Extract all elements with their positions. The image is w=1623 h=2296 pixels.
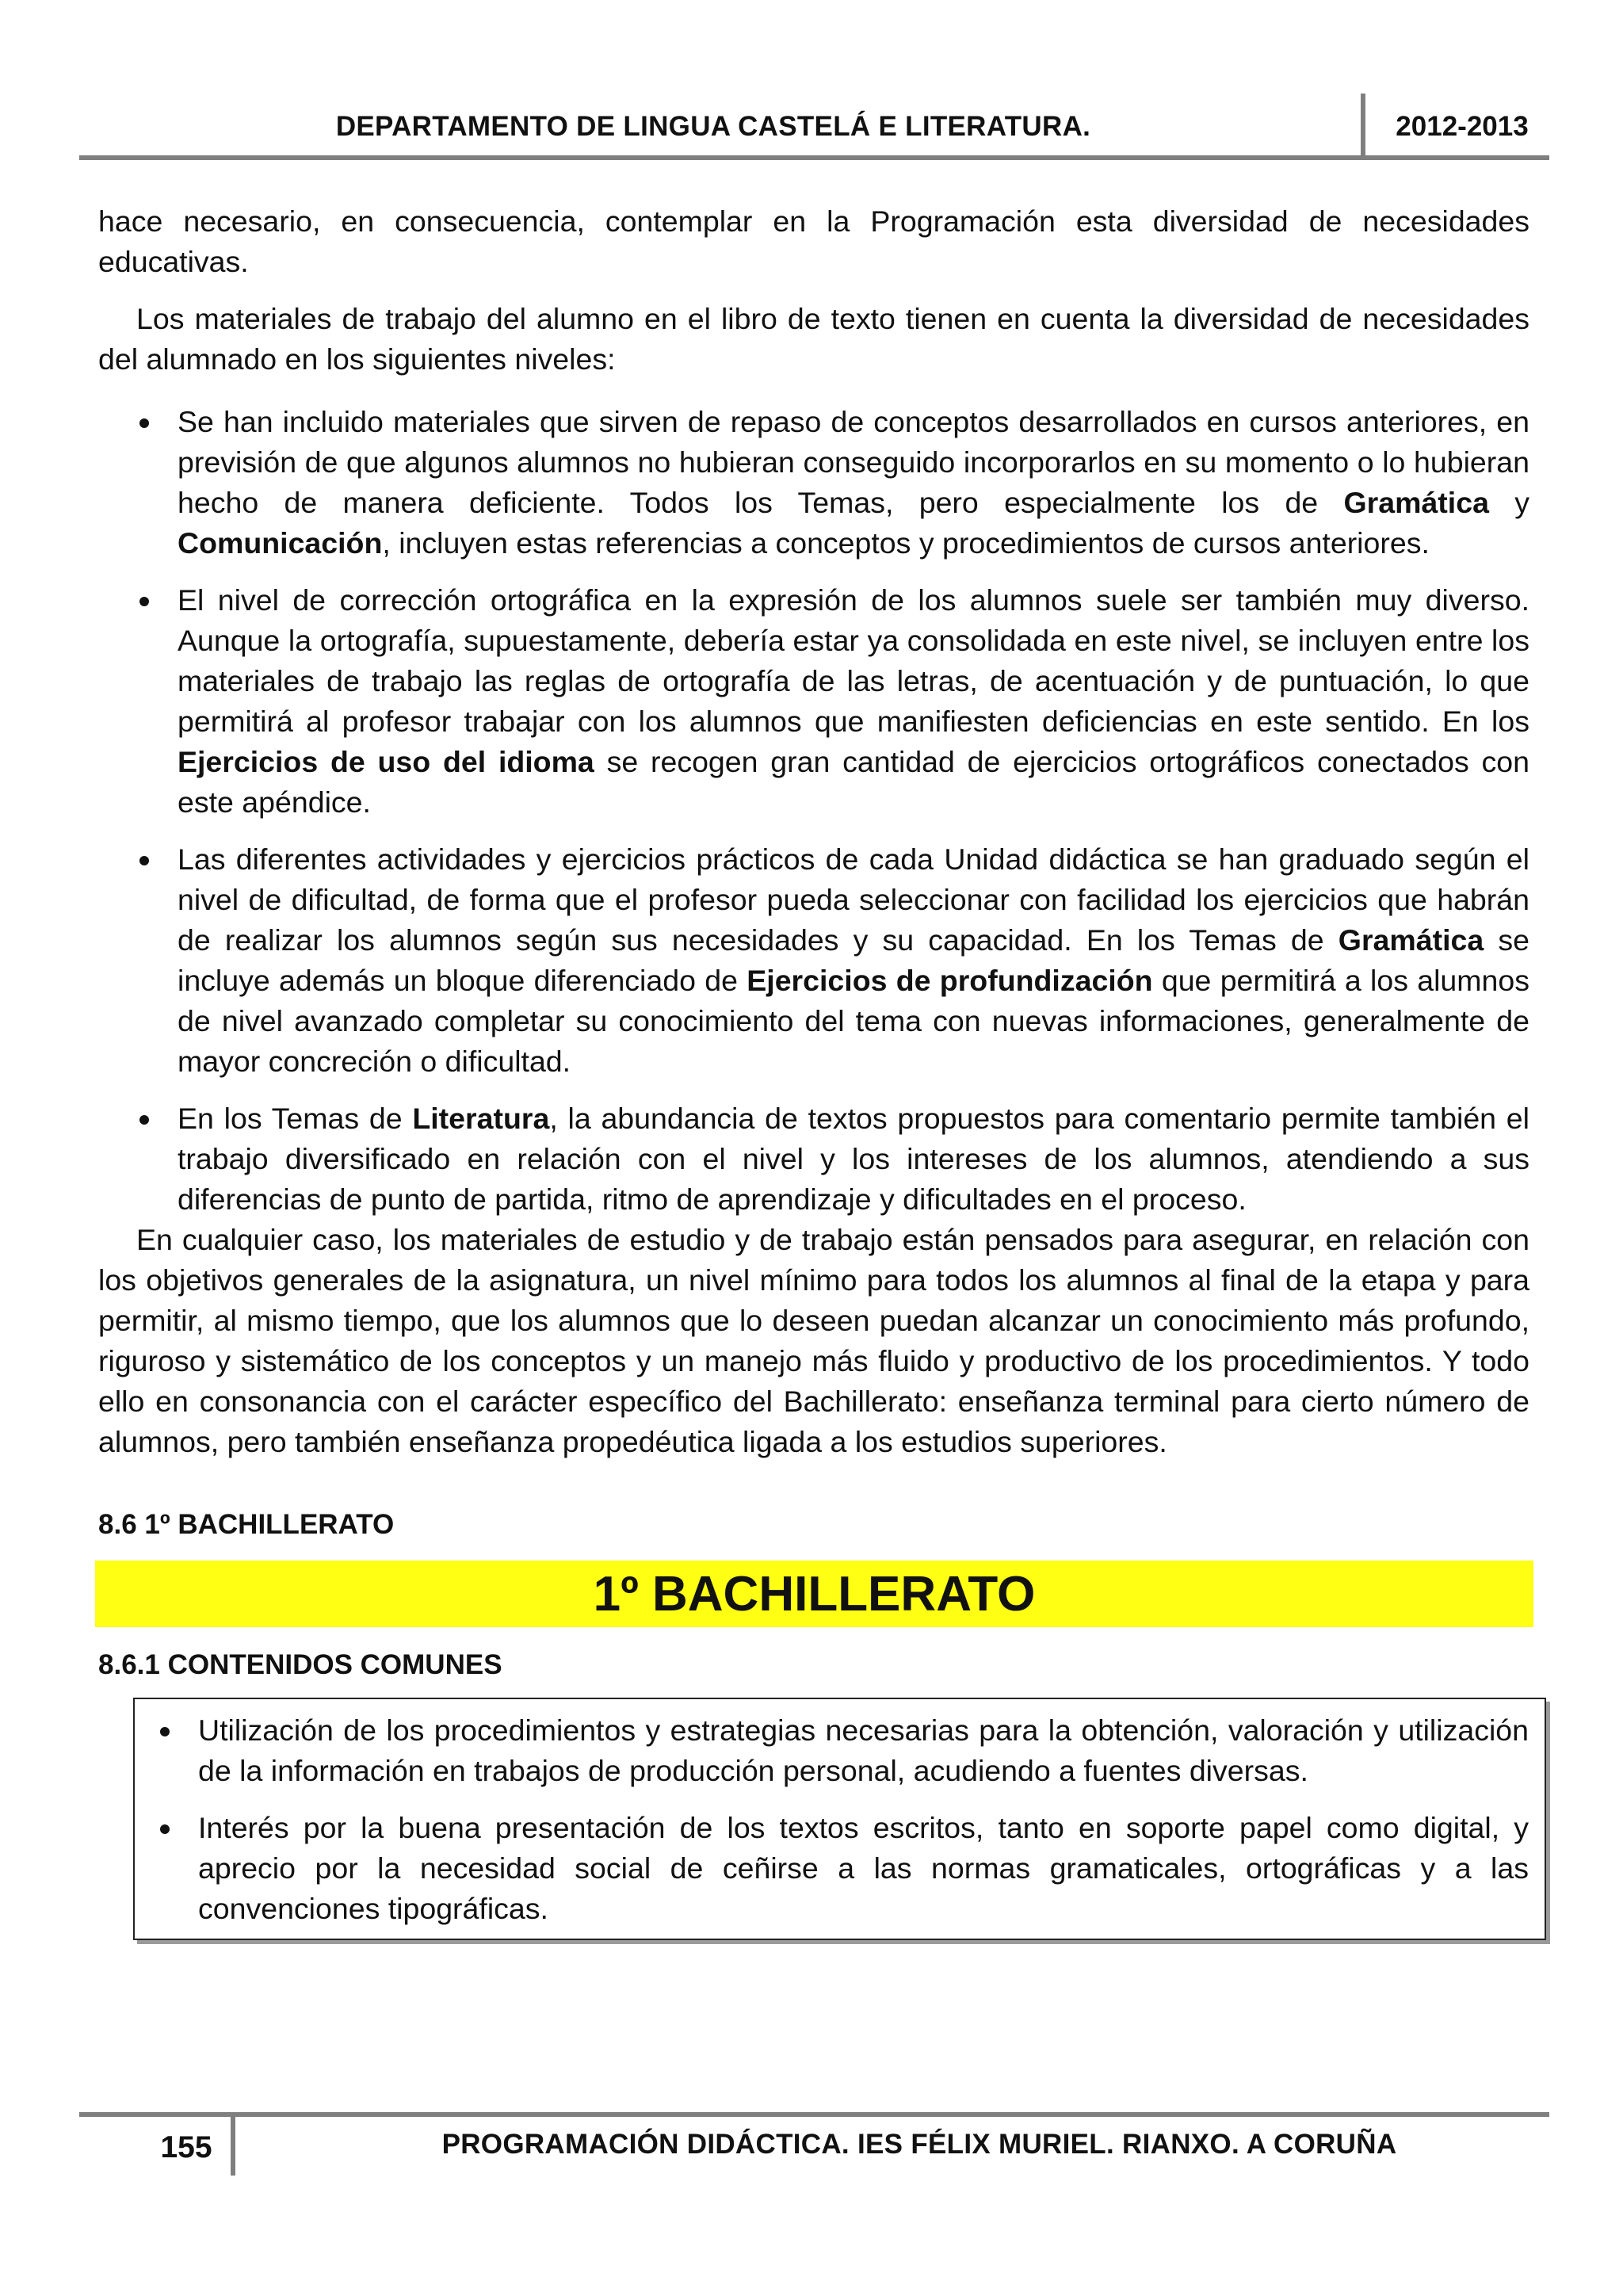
bullet-bold-text: Gramática [1338, 923, 1484, 957]
box-item-text: Utilización de los procedimientos y estrategias necesarias para la obtención, valoración y utilización de la información en trabajos de producción personal, acudiendo a fuentes diversas. [198, 1713, 1529, 1787]
header-year: 2012-2013 [1396, 111, 1529, 142]
box-item-text: Interés por la buena presentación de los textos escritos, tanto en soporte papel como digital, y aprecio por la necesidad social de ceñirse a las normas gramaticales, ortográficas y a las convenciones tipográficas. [198, 1811, 1529, 1925]
footer-rule [79, 2112, 1549, 2117]
bullet-icon [139, 1115, 149, 1125]
bullet-text: , incluyen estas referencias a conceptos y procedimientos de cursos anteriores. [382, 526, 1430, 560]
bullet-text: , la abundancia de textos propuestos para comentario permite también el trabajo diversificado en relación con el nivel y los intereses de los alumnos, atendiendo a sus diferencias de punto de partida, ritmo de aprendizaje y dificultades en el proceso. [178, 1102, 1529, 1216]
list-item [98, 839, 1529, 1082]
bullet-bold-text: Ejercicios de profundización [747, 964, 1153, 997]
bullet-bold-text: Comunicación [178, 526, 383, 560]
list-item [135, 1710, 1529, 1791]
subsection-heading: 8.6.1 CONTENIDOS COMUNES [98, 1649, 502, 1680]
contents-list [135, 1710, 1529, 1929]
bullet-text: En los Temas de [178, 1102, 413, 1135]
intro-paragraph-1: hace necesario, en consecuencia, contemplar en la Programación esta diversidad de necesidades educativas. [98, 204, 1529, 278]
bullet-icon [139, 856, 149, 865]
list-item [135, 1808, 1529, 1929]
closing-paragraph: En cualquier caso, los materiales de estudio y de trabajo están pensados para asegurar, en relación con los objetivos generales de la asignatura, un nivel mínimo para todos los alumnos al final de la etapa y para permitir, al mismo tiempo, que los alumnos que lo deseen puedan alcanzar un conocimiento más profundo, riguroso y sistemático de los conceptos y un manejo más fluido y productivo de los procedimientos. Y todo ello en consonancia con el carácter específico del Bachillerato: enseñanza terminal para cierto número de alumnos, pero también enseñanza propedéutica ligada a los estudios superiores. [98, 1223, 1529, 1458]
intro-paragraph-2: Los materiales de trabajo del alumno en el libro de texto tienen en cuenta la diversidad de necesidades del alumnado en los siguientes niveles: [98, 302, 1529, 376]
diversity-bullet-list [98, 402, 1529, 1220]
list-item [98, 1098, 1529, 1220]
page-body [98, 201, 1529, 1940]
section-banner: 1º BACHILLERATO [95, 1561, 1533, 1627]
bullet-text: Las diferentes actividades y ejercicios prácticos de cada Unidad didáctica se han graduado según el nivel de dificultad, de forma que el profesor pueda seleccionar con facilidad los ejercicios que habrán de realizar los alumnos según sus necesidades y su capacidad. En los Temas de [178, 842, 1529, 957]
section-heading: 8.6 1º BACHILLERATO [98, 1509, 395, 1540]
bullet-text: que permitirá a los alumnos de nivel avanzado completar su conocimiento del tema con nuevas informaciones, generalmente de mayor concreción o dificultad. [178, 964, 1529, 1078]
header-title: DEPARTAMENTO DE LINGUA CASTELÁ E LITERATURA. [335, 111, 1091, 142]
bullet-icon [160, 1824, 170, 1834]
contents-box [133, 1698, 1546, 1940]
footer-text: PROGRAMACIÓN DIDÁCTICA. IES FÉLIX MURIEL. RIANXO. A CORUÑA [441, 2129, 1397, 2160]
bullet-bold-text: Gramática [1343, 486, 1489, 519]
bullet-icon [160, 1727, 170, 1736]
list-item [98, 580, 1529, 823]
page-number: 155 [160, 2130, 212, 2164]
list-item [98, 402, 1529, 563]
bullet-text: Se han incluido materiales que sirven de repaso de conceptos desarrollados en cursos anteriores, en previsión de que algunos alumnos no hubieran conseguido incorporarlos en su momento o lo hubieran hecho de manera deficiente. Todos los Temas, pero especialmente los de [178, 405, 1529, 519]
bullet-bold-text: Literatura [412, 1102, 550, 1135]
bullet-text: y [1488, 486, 1529, 519]
bullet-text: se incluye además un bloque diferenciado de [178, 923, 1529, 997]
header-separator [1361, 94, 1365, 160]
bullet-icon [139, 418, 149, 428]
bullet-text: se recogen gran cantidad de ejercicios ortográficos conectados con este apéndice. [178, 745, 1530, 819]
header-rule [79, 155, 1549, 160]
bullet-text: El nivel de corrección ortográfica en la expresión de los alumnos suele ser también muy diverso. Aunque la ortografía, supuestamente, debería estar ya consolidada en este nivel, se incluyen entre los materiales de trabajo las reglas de ortografía de las letras, de acentuación y de puntuación, lo que permitirá al profesor trabajar con los alumnos que manifiesten deficiencias en este sentido. En los [178, 583, 1529, 738]
bullet-bold-text: Ejercicios de uso del idioma [178, 745, 594, 778]
bullet-icon [139, 597, 149, 606]
footer-separator [231, 2112, 235, 2176]
